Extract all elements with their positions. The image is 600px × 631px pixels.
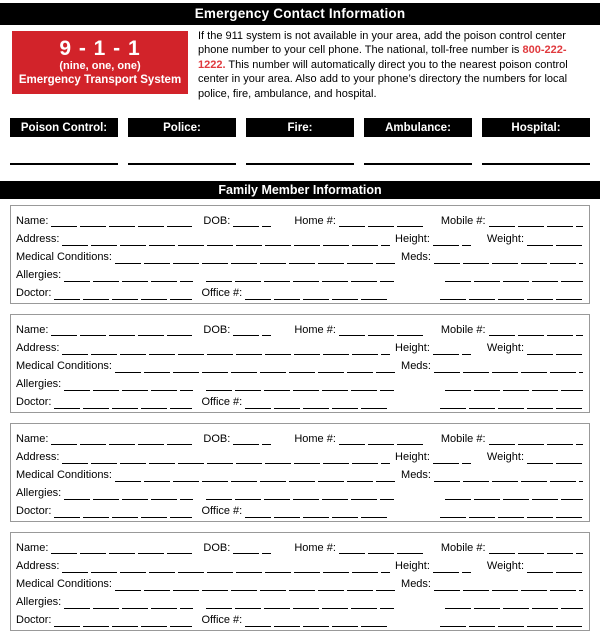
office-phone-line[interactable] xyxy=(245,614,389,627)
member-row-medical xyxy=(16,573,583,591)
name-line[interactable] xyxy=(51,215,192,228)
medical-conditions-label: Medical Conditions: xyxy=(16,577,112,590)
ambulance-number-line[interactable] xyxy=(364,163,472,165)
address-label: Address: xyxy=(16,450,60,463)
contact-label-fire: Fire: xyxy=(246,118,354,137)
height-line[interactable] xyxy=(433,233,471,246)
doctor-label: Doctor: xyxy=(16,505,52,517)
weight-label: Weight: xyxy=(486,341,524,354)
meds-line[interactable] xyxy=(434,360,583,373)
contact-label-hospital: Hospital: xyxy=(482,118,590,137)
meds-continuation-line-1[interactable] xyxy=(445,596,583,609)
weight-line[interactable] xyxy=(527,342,583,355)
home-phone-label: Home #: xyxy=(294,432,336,445)
medical-conditions-line[interactable] xyxy=(115,360,395,373)
home-phone-label: Home #: xyxy=(294,214,336,227)
family-member-box xyxy=(10,205,590,304)
member-row-address xyxy=(16,555,583,573)
meds-continuation-line-2[interactable] xyxy=(440,287,583,300)
mobile-phone-label: Mobile #: xyxy=(440,541,486,554)
dob-line[interactable] xyxy=(233,215,271,228)
member-row-name xyxy=(16,428,583,446)
doctor-line[interactable] xyxy=(54,396,192,409)
home-phone-line[interactable] xyxy=(339,433,426,446)
weight-label: Weight: xyxy=(486,450,524,463)
member-row-medical xyxy=(16,246,583,264)
mobile-phone-label: Mobile #: xyxy=(440,214,486,227)
section-header-emergency-contact xyxy=(0,3,600,25)
office-phone-label: Office #: xyxy=(201,614,243,626)
member-row-doctor xyxy=(16,500,583,518)
poison-control-paragraph xyxy=(198,29,590,101)
dob-line[interactable] xyxy=(233,324,271,337)
mobile-phone-line[interactable] xyxy=(489,433,583,446)
paragraph-text-before: If the 911 system is not available in your area, add the poison control center phone number to your cell phone. The national, toll-free number is xyxy=(198,30,566,57)
member-row-name xyxy=(16,210,583,228)
medical-conditions-line[interactable] xyxy=(115,578,395,591)
name-line[interactable] xyxy=(51,542,192,555)
medical-conditions-label: Medical Conditions: xyxy=(16,250,112,263)
dob-line[interactable] xyxy=(233,433,271,446)
dob-label: DOB: xyxy=(203,214,231,227)
contact-label-ambulance: Ambulance: xyxy=(364,118,472,137)
home-phone-line[interactable] xyxy=(339,542,426,555)
poison-control-number-line[interactable] xyxy=(10,163,118,165)
contact-label-poison-control: Poison Control: xyxy=(10,118,118,137)
allergies-continuation-line[interactable] xyxy=(206,378,394,391)
office-phone-label: Office #: xyxy=(201,396,243,408)
allergies-line[interactable] xyxy=(64,378,193,391)
meds-line[interactable] xyxy=(434,251,583,264)
family-member-box xyxy=(10,314,590,413)
allergies-continuation-line[interactable] xyxy=(206,269,394,282)
allergies-continuation-line[interactable] xyxy=(206,596,394,609)
911-caption: Emergency Transport System xyxy=(18,74,182,86)
member-row-name xyxy=(16,537,583,555)
dob-label: DOB: xyxy=(203,323,231,336)
police-number-line[interactable] xyxy=(128,163,236,165)
home-phone-label: Home #: xyxy=(294,541,336,554)
height-label: Height: xyxy=(395,450,430,463)
doctor-line[interactable] xyxy=(54,614,192,627)
office-phone-line[interactable] xyxy=(245,396,389,409)
weight-label: Weight: xyxy=(486,232,524,245)
address-line[interactable] xyxy=(62,342,390,355)
mobile-phone-line[interactable] xyxy=(489,215,583,228)
weight-line[interactable] xyxy=(527,451,583,464)
dob-label: DOB: xyxy=(203,541,231,554)
emergency-contact-blank-lines-row xyxy=(10,163,590,165)
office-phone-label: Office #: xyxy=(201,287,243,299)
medical-conditions-line[interactable] xyxy=(115,469,395,482)
poison-control-number: 800-222-1222. xyxy=(198,44,567,71)
name-line[interactable] xyxy=(51,433,192,446)
member-row-doctor xyxy=(16,391,583,409)
meds-continuation-line-1[interactable] xyxy=(445,269,583,282)
hospital-number-line[interactable] xyxy=(482,163,590,165)
911-code-words: (nine, one, one) xyxy=(59,60,141,72)
doctor-label: Doctor: xyxy=(16,287,52,299)
911-code: 9 - 1 - 1 xyxy=(59,37,141,60)
office-phone-line[interactable] xyxy=(245,287,389,300)
dob-line[interactable] xyxy=(233,542,271,555)
height-line[interactable] xyxy=(433,560,471,573)
meds-label: Meds: xyxy=(401,359,431,372)
address-line[interactable] xyxy=(62,233,390,246)
allergies-label: Allergies: xyxy=(16,268,62,281)
meds-continuation-line-1[interactable] xyxy=(445,487,583,500)
name-label: Name: xyxy=(16,432,49,445)
family-member-box xyxy=(10,423,590,522)
mobile-phone-line[interactable] xyxy=(489,542,583,555)
member-row-doctor xyxy=(16,282,583,300)
height-line[interactable] xyxy=(433,342,471,355)
member-row-medical xyxy=(16,464,583,482)
fire-number-line[interactable] xyxy=(246,163,354,165)
paragraph-text-after: This number will automatically direct you to the nearest poison control center in your area. Also add to your phone’s directory the numbers for local police, fire, ambulance, and hospital. xyxy=(198,58,568,100)
office-phone-label: Office #: xyxy=(201,505,243,517)
mobile-phone-label: Mobile #: xyxy=(440,432,486,445)
member-row-doctor xyxy=(16,609,583,627)
meds-continuation-line-2[interactable] xyxy=(440,614,583,627)
meds-continuation-line-2[interactable] xyxy=(440,505,583,518)
address-label: Address: xyxy=(16,559,60,572)
name-label: Name: xyxy=(16,541,49,554)
meds-label: Meds: xyxy=(401,468,431,481)
emergency-intro-section xyxy=(12,31,590,101)
member-row-allergies xyxy=(16,482,583,500)
office-phone-line[interactable] xyxy=(245,505,389,518)
family-member-box xyxy=(10,532,590,631)
doctor-line[interactable] xyxy=(54,505,192,518)
family-member-boxes xyxy=(0,205,600,631)
name-label: Name: xyxy=(16,323,49,336)
home-phone-line[interactable] xyxy=(339,324,426,337)
allergies-label: Allergies: xyxy=(16,595,62,608)
doctor-label: Doctor: xyxy=(16,614,52,626)
member-row-allergies xyxy=(16,591,583,609)
meds-continuation-line-1[interactable] xyxy=(445,378,583,391)
allergies-continuation-line[interactable] xyxy=(206,487,394,500)
weight-label: Weight: xyxy=(486,559,524,572)
dob-label: DOB: xyxy=(203,432,231,445)
allergies-line[interactable] xyxy=(64,269,193,282)
name-line[interactable] xyxy=(51,324,192,337)
allergies-line[interactable] xyxy=(64,487,193,500)
home-phone-label: Home #: xyxy=(294,323,336,336)
height-label: Height: xyxy=(395,341,430,354)
address-line[interactable] xyxy=(62,560,390,573)
member-row-medical xyxy=(16,355,583,373)
meds-line[interactable] xyxy=(434,578,583,591)
member-row-name xyxy=(16,319,583,337)
meds-label: Meds: xyxy=(401,250,431,263)
meds-line[interactable] xyxy=(434,469,583,482)
member-row-address xyxy=(16,337,583,355)
member-row-allergies xyxy=(16,264,583,282)
height-line[interactable] xyxy=(433,451,471,464)
allergies-label: Allergies: xyxy=(16,486,62,499)
address-label: Address: xyxy=(16,232,60,245)
allergies-line[interactable] xyxy=(64,596,193,609)
911-red-box xyxy=(12,31,188,94)
address-line[interactable] xyxy=(62,451,390,464)
member-row-address xyxy=(16,446,583,464)
home-phone-line[interactable] xyxy=(339,215,426,228)
emergency-contact-labels-row xyxy=(10,118,590,137)
height-label: Height: xyxy=(395,559,430,572)
section-header-family-member xyxy=(0,181,600,199)
name-label: Name: xyxy=(16,214,49,227)
allergies-label: Allergies: xyxy=(16,377,62,390)
section-header-emergency-contact-label: Emergency Contact Information xyxy=(194,6,406,21)
medical-conditions-line[interactable] xyxy=(115,251,395,264)
weight-line[interactable] xyxy=(527,560,583,573)
meds-continuation-line-2[interactable] xyxy=(440,396,583,409)
doctor-label: Doctor: xyxy=(16,396,52,408)
weight-line[interactable] xyxy=(527,233,583,246)
contact-label-police: Police: xyxy=(128,118,236,137)
height-label: Height: xyxy=(395,232,430,245)
section-header-family-member-label: Family Member Information xyxy=(218,183,382,198)
address-label: Address: xyxy=(16,341,60,354)
medical-conditions-label: Medical Conditions: xyxy=(16,359,112,372)
mobile-phone-line[interactable] xyxy=(489,324,583,337)
medical-conditions-label: Medical Conditions: xyxy=(16,468,112,481)
member-row-allergies xyxy=(16,373,583,391)
mobile-phone-label: Mobile #: xyxy=(440,323,486,336)
meds-label: Meds: xyxy=(401,577,431,590)
member-row-address xyxy=(16,228,583,246)
doctor-line[interactable] xyxy=(54,287,192,300)
